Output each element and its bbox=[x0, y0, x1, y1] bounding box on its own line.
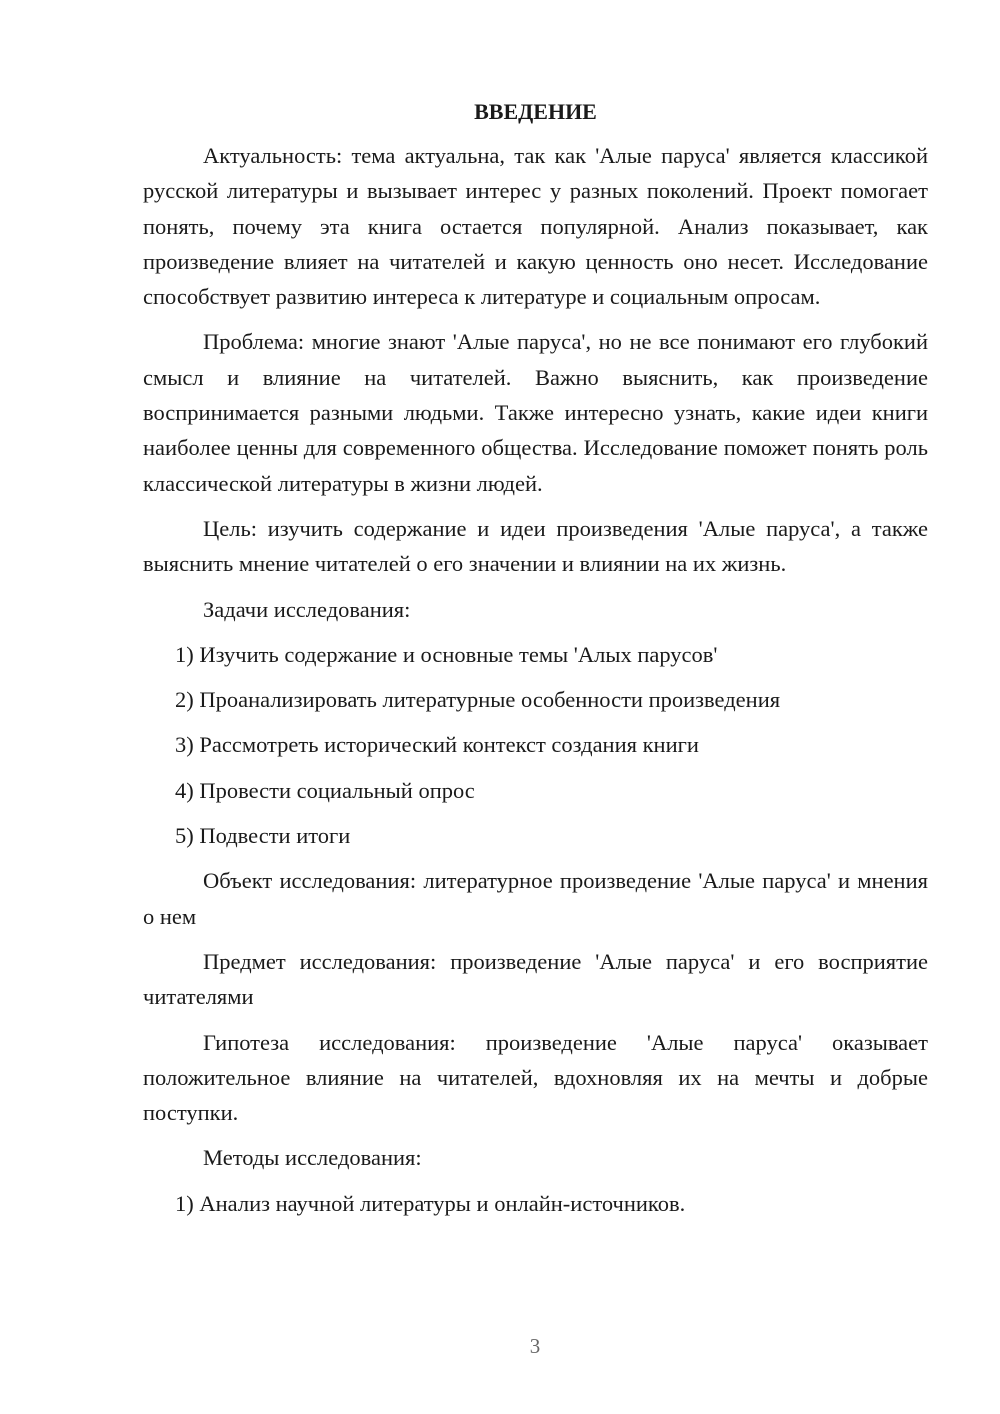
task-item: 1) Изучить содержание и основные темы 'Алых парусов' bbox=[175, 641, 718, 667]
task-item: 5) Подвести итоги bbox=[175, 823, 351, 849]
method-item: 1) Анализ научной литературы и онлайн-источников. bbox=[175, 1190, 686, 1216]
page-number: 3 bbox=[529, 1334, 541, 1358]
problem-paragraph: Проблема: многие знают 'Алые паруса', но не все понимают его глубокий смысл и влияние на читателей. Важно выяснить, как произведение воспринимается разными людьми. Также интересно узнать, какие идеи книги наиболее ценны для современного общества. Исследование поможет понять роль классической литературы в жизни людей. bbox=[143, 329, 928, 496]
document-page bbox=[143, 96, 928, 1231]
task-item: 4) Провести социальный опрос bbox=[175, 777, 475, 803]
goal-paragraph: Цель: изучить содержание и идеи произведения 'Алые паруса', а также выяснить мнение читателей о его значении и влиянии на их жизнь. bbox=[143, 515, 928, 577]
section-title: ВВЕДЕНИЕ bbox=[474, 99, 597, 124]
relevance-paragraph: Актуальность: тема актуальна, так как 'Алые паруса' является классикой русской литературы и вызывает интерес у разных поколений. Проект помогает понять, почему эта книга остается популярной. Анализ показывает, как произведение влияет на читателей и какую ценность оно несет. Исследование способствует развитию интереса к литературе и социальным опросам. bbox=[143, 143, 928, 310]
tasks-heading: Задачи исследования: bbox=[203, 596, 411, 622]
subject-paragraph: Предмет исследования: произведение 'Алые паруса' и его восприятие читателями bbox=[143, 948, 928, 1010]
methods-heading: Методы исследования: bbox=[203, 1145, 422, 1171]
hypothesis-paragraph: Гипотеза исследования: произведение 'Алые паруса' оказывает положительное влияние на читателей, вдохновляя их на мечты и добрые поступки. bbox=[143, 1029, 928, 1126]
task-item: 3) Рассмотреть исторический контекст создания книги bbox=[175, 732, 699, 758]
object-paragraph: Объект исследования: литературное произведение 'Алые паруса' и мнения о нем bbox=[143, 868, 928, 929]
task-item: 2) Проанализировать литературные особенности произведения bbox=[175, 687, 781, 713]
